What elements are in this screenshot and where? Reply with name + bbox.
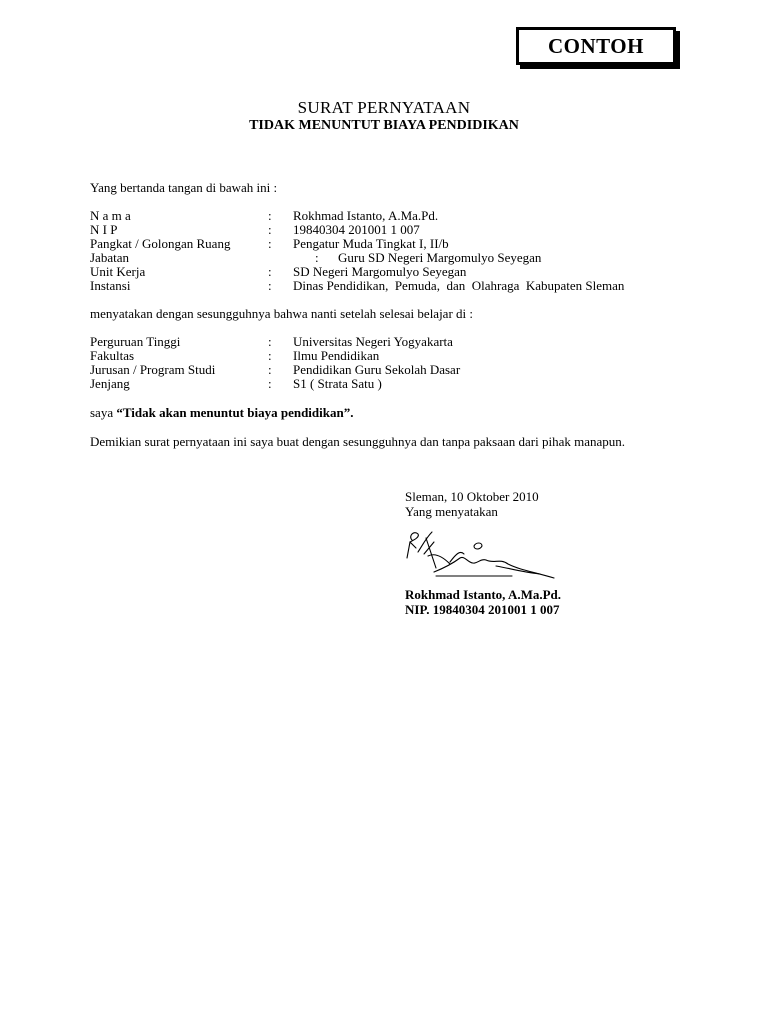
middle-text: menyatakan dengan sesungguhnya bahwa nanti setelah selesai belajar di : <box>90 306 474 321</box>
identity-row-instansi <box>90 279 690 293</box>
place-date: Sleman, 10 Oktober 2010 <box>405 489 539 504</box>
document-subtitle: TIDAK MENUNTUT BIAYA PENDIDIKAN <box>249 118 519 133</box>
contoh-stamp-label: CONTOH <box>548 33 644 58</box>
study-row-university <box>90 335 690 349</box>
colon: : <box>268 278 272 293</box>
identity-row-nip <box>90 223 690 237</box>
study-label: Perguruan Tinggi <box>90 334 181 349</box>
study-value: S1 ( Strata Satu ) <box>293 376 382 391</box>
closing-paragraph: Demikian surat pernyataan ini saya buat dengan sesungguhnya dan tanpa paksaan dari pihak manapun. <box>90 434 625 449</box>
identity-value: Rokhmad Istanto, A.Ma.Pd. <box>293 208 439 223</box>
colon: : <box>315 250 319 265</box>
signer-role: Yang menyatakan <box>405 504 498 519</box>
study-label: Jurusan / Program Studi <box>90 362 216 377</box>
identity-value: Guru SD Negeri Margomulyo Seyegan <box>338 250 542 265</box>
identity-value: Pengatur Muda Tingkat I, II/b <box>293 236 449 251</box>
study-label: Fakultas <box>90 348 135 363</box>
statement <box>90 406 353 420</box>
identity-row-name <box>90 209 690 223</box>
contoh-stamp <box>516 27 676 65</box>
colon: : <box>268 222 272 237</box>
study-row-program <box>90 363 690 377</box>
identity-row-jabatan <box>90 251 690 265</box>
signer-name: Rokhmad Istanto, A.Ma.Pd. <box>405 587 562 602</box>
identity-label: N I P <box>90 222 118 237</box>
identity-row-unit-kerja <box>90 265 690 279</box>
handwritten-signature <box>404 528 564 580</box>
document-title: SURAT PERNYATAAN <box>297 98 471 117</box>
study-row-level <box>90 377 690 391</box>
study-value: Universitas Negeri Yogyakarta <box>293 334 453 349</box>
statement-bold: “Tidak akan menuntut biaya pendidikan”. <box>116 405 354 420</box>
statement-prefix: saya <box>90 405 117 420</box>
colon: : <box>268 334 272 349</box>
identity-label: Pangkat / Golongan Ruang <box>90 236 231 251</box>
identity-label: N a m a <box>90 208 131 223</box>
identity-value: SD Negeri Margomulyo Seyegan <box>293 264 467 279</box>
study-label: Jenjang <box>90 376 130 391</box>
study-value: Ilmu Pendidikan <box>293 348 380 363</box>
identity-label: Jabatan <box>90 250 129 265</box>
identity-value: Dinas Pendidikan, Pemuda, dan Olahraga Kabupaten Sleman <box>293 278 625 293</box>
colon: : <box>268 208 272 223</box>
identity-label: Instansi <box>90 278 131 293</box>
colon: : <box>268 348 272 363</box>
identity-label: Unit Kerja <box>90 264 146 279</box>
colon: : <box>268 376 272 391</box>
identity-value: 19840304 201001 1 007 <box>293 222 420 237</box>
colon: : <box>268 264 272 279</box>
signer-nip: NIP. 19840304 201001 1 007 <box>405 602 560 617</box>
colon: : <box>268 236 272 251</box>
intro-text: Yang bertanda tangan di bawah ini : <box>90 180 278 195</box>
study-row-faculty <box>90 349 690 363</box>
identity-row-pangkat <box>90 237 690 251</box>
colon: : <box>268 362 272 377</box>
study-value: Pendidikan Guru Sekolah Dasar <box>293 362 461 377</box>
